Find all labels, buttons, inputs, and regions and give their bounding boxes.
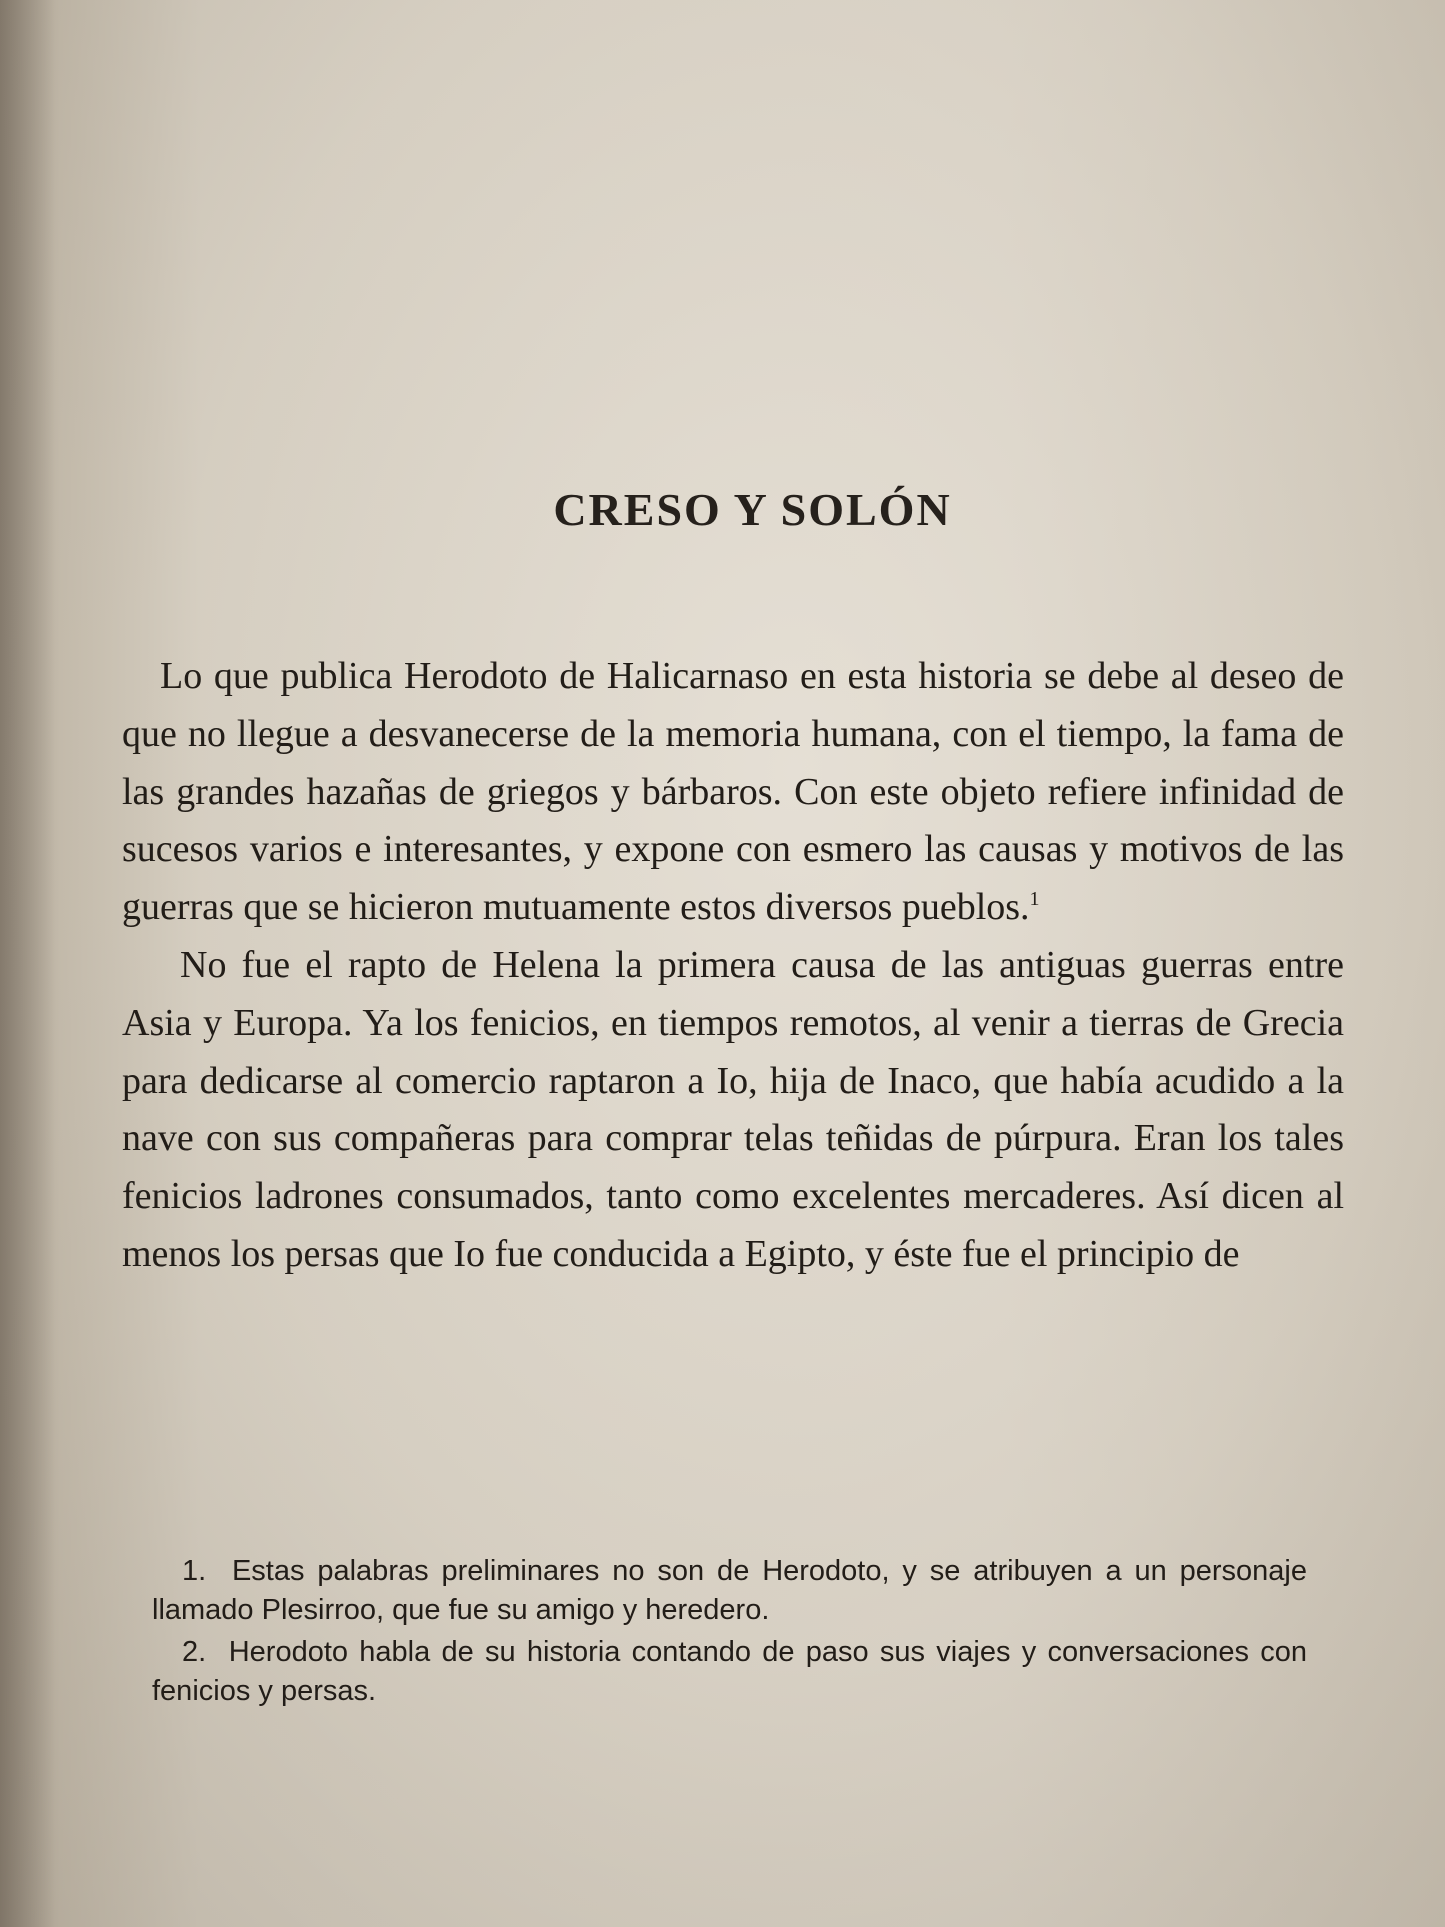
chapter-title: CRESO Y SOLÓN	[553, 483, 952, 535]
footnote	[152, 1552, 1307, 1629]
page-edge-stain	[0, 0, 55, 1927]
show-through-texture	[80, 30, 1380, 530]
paragraph	[122, 648, 1344, 937]
paragraph-text: Lo que publica Herodoto de Halicarnaso en esta historia se debe al deseo de que no llegue a desvanecerse de la memoria humana, con el tiempo, la fama de las grandes hazañas de griegos y bárbaros. Con este objeto refiere infinidad de sucesos varios e interesantes, y expone con esmero las causas y motivos de las guerras que se hicieron mutuamente estos diversos pueblos.	[122, 655, 1344, 929]
paragraph-text: No fue el rapto de Helena la primera causa de las antiguas guerras entre Asia y Europa. Ya los fenicios, en tiempos remotos, al venir a tierras de Grecia para dedicarse al comercio raptaron a Io, hija de Inaco, que había acudido a la nave con sus compañeras para comprar telas teñidas de púrpura. Eran los tales fenicios ladrones consumados, tanto como excelentes mercaderes. Así dicen al menos los persas que Io fue conducida a Egipto, y éste fue el principio de	[122, 943, 1344, 1275]
body-text	[122, 648, 1344, 1284]
footnote-number: 2.	[182, 1636, 207, 1668]
paragraph	[122, 937, 1344, 1284]
footnote-text: Estas palabras preliminares no son de Herodoto, y se atribuyen a un personaje llamado Plesirroo, que fue su amigo y heredero.	[152, 1555, 1307, 1626]
footnote-text: Herodoto habla de su historia contando de paso sus viajes y conversaciones con fenicios y persas.	[152, 1636, 1307, 1707]
footnote-reference: 1	[1029, 888, 1040, 911]
footnote-number: 1.	[182, 1555, 207, 1587]
footnotes	[152, 1552, 1307, 1710]
footnote	[152, 1633, 1307, 1710]
